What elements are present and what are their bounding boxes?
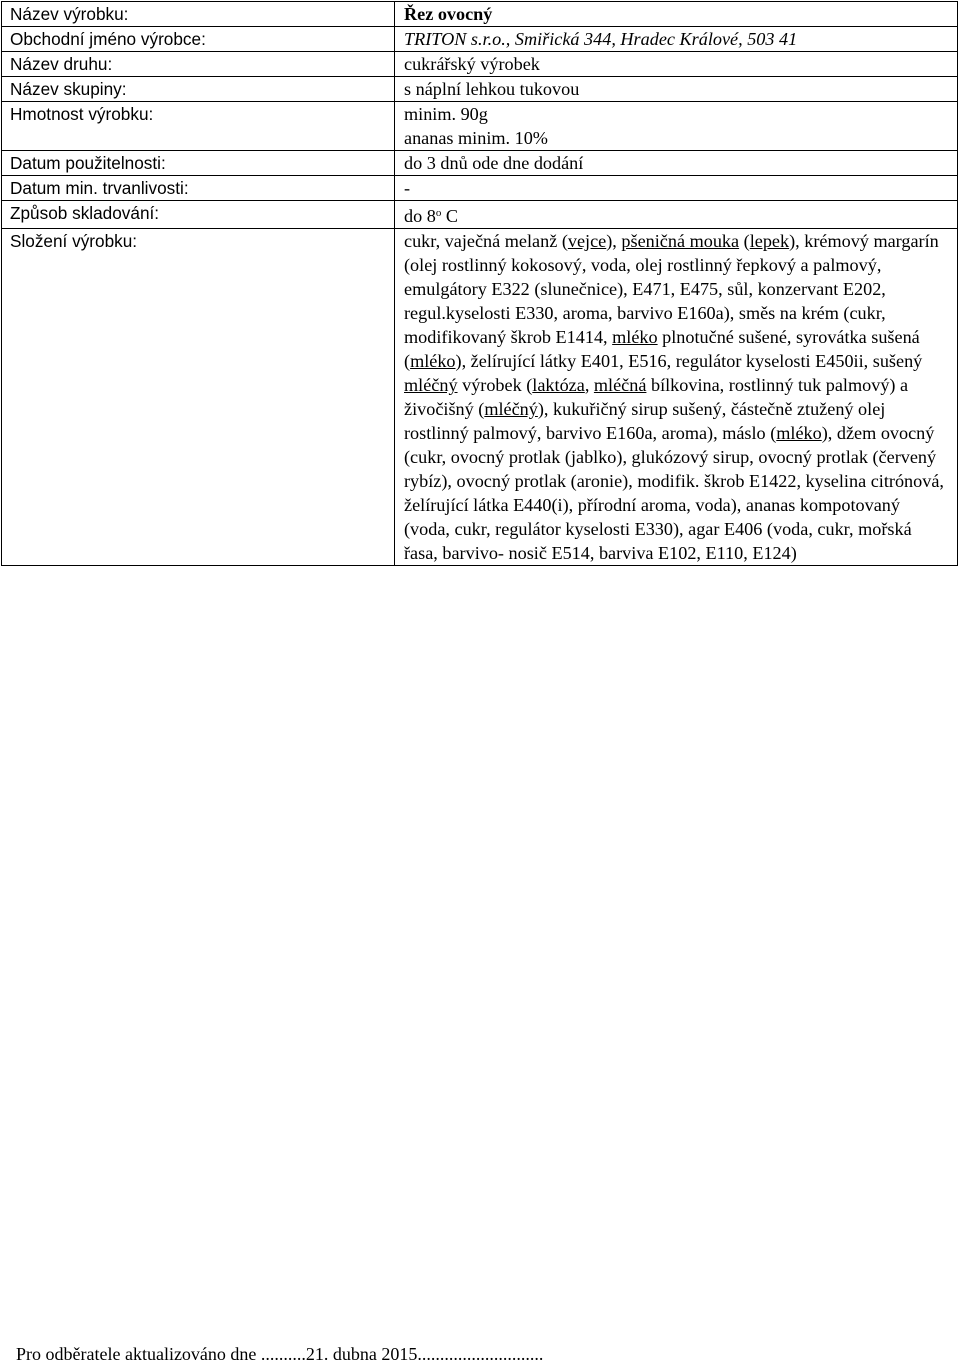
label-weight: Hmotnost výrobku: [2, 102, 395, 151]
allergen-highlight: mléčný [404, 375, 458, 395]
ingredient-text: ), džem ovocný (cukr, ovocný protlak (jablko), glukózový sirup, ovocný protlak (červený rybíz), ovocný protlak (aronie), modifik. škrob E1422, kyselina citrónová, želírující látka E440(i), přírodní aroma, voda), ananas kompotovaný (voda, cukr, regulátor kyselosti E330), agar E406 (voda, cukr, mořská řasa, barvivo- nosič E514, barviva E102, E110, E124) [404, 423, 944, 563]
ingredient-text: , [584, 375, 594, 395]
row-group [2, 77, 958, 102]
degree-mark: o [435, 207, 442, 219]
update-footer: Pro odběratele aktualizováno dne ..........21. dubna 2015............................ [16, 1344, 544, 1364]
allergen-highlight: mléko [776, 423, 822, 443]
value-weight [395, 102, 958, 151]
row-use-by [2, 151, 958, 176]
label-best-before: Datum min. trvanlivosti: [2, 176, 395, 201]
spec-sheet [1, 1, 957, 566]
row-manufacturer [2, 27, 958, 52]
label-type: Název druhu: [2, 52, 395, 77]
ingredient-text: ), kukuřičný sirup sušený, částečně ztužený olej rostlinný palmový, barvivo E160a, aroma), máslo ( [404, 399, 886, 443]
row-type [2, 52, 958, 77]
row-composition [2, 229, 958, 566]
allergen-highlight: vejce [567, 231, 607, 251]
row-storage [2, 201, 958, 229]
ingredient-text: ), [606, 231, 622, 251]
allergen-highlight: pšeničná mouka [621, 231, 740, 251]
label-manufacturer: Obchodní jméno výrobce: [2, 27, 395, 52]
allergen-highlight: mléčný [484, 399, 538, 419]
storage-temp: do 8 [404, 206, 436, 226]
allergen-highlight: mléčná [593, 375, 647, 395]
storage-unit: C [441, 206, 459, 226]
allergen-highlight: lepek [749, 231, 790, 251]
value-manufacturer: TRITON s.r.o., Smiřická 344, Hradec Králové, 503 41 [395, 27, 958, 52]
allergen-highlight: laktóza [532, 375, 585, 395]
row-product-name [2, 2, 958, 27]
label-storage: Způsob skladování: [2, 201, 395, 229]
product-spec-table [1, 1, 958, 566]
label-composition: Složení výrobku: [2, 229, 395, 566]
value-storage [395, 201, 958, 229]
label-group: Název skupiny: [2, 77, 395, 102]
allergen-highlight: mléko [410, 351, 456, 371]
ingredient-text: bílkovina, rostlinný tuk palmový) a živočišný ( [404, 375, 909, 419]
ingredient-text: plnotučné sušené, syrovátka sušená ( [404, 327, 920, 371]
label-product-name: Název výrobku: [2, 2, 395, 27]
ingredient-text: výrobek ( [457, 375, 533, 395]
value-product-name: Řez ovocný [395, 2, 958, 27]
value-use-by: do 3 dnů ode dne dodání [395, 151, 958, 176]
value-weight-minimum: minim. 90g [404, 104, 488, 124]
ingredient-text: ( [739, 231, 750, 251]
value-type: cukrářský výrobek [395, 52, 958, 77]
ingredient-text: ), krémový margarín (olej rostlinný kokosový, voda, olej rostlinný řepkový a palmový, emulgátory E322 (slunečnice), E471, E475, sůl, konzervant E202, regul.kyselosti E330, aroma, barvivo E160a), směs na krém (cukr, modifikovaný škrob E1414, [404, 231, 939, 347]
label-use-by: Datum použitelnosti: [2, 151, 395, 176]
ingredient-text: cukr, vaječná melanž ( [404, 231, 568, 251]
row-best-before [2, 176, 958, 201]
ingredient-text: ), želírující látky E401, E516, regulátor kyselosti E450ii, sušený [455, 351, 923, 371]
value-group: s náplní lehkou tukovou [395, 77, 958, 102]
value-best-before: - [395, 176, 958, 201]
row-weight [2, 102, 958, 151]
value-weight-pineapple: ananas minim. 10% [404, 128, 548, 148]
value-composition [395, 229, 958, 566]
allergen-highlight: mléko [612, 327, 658, 347]
